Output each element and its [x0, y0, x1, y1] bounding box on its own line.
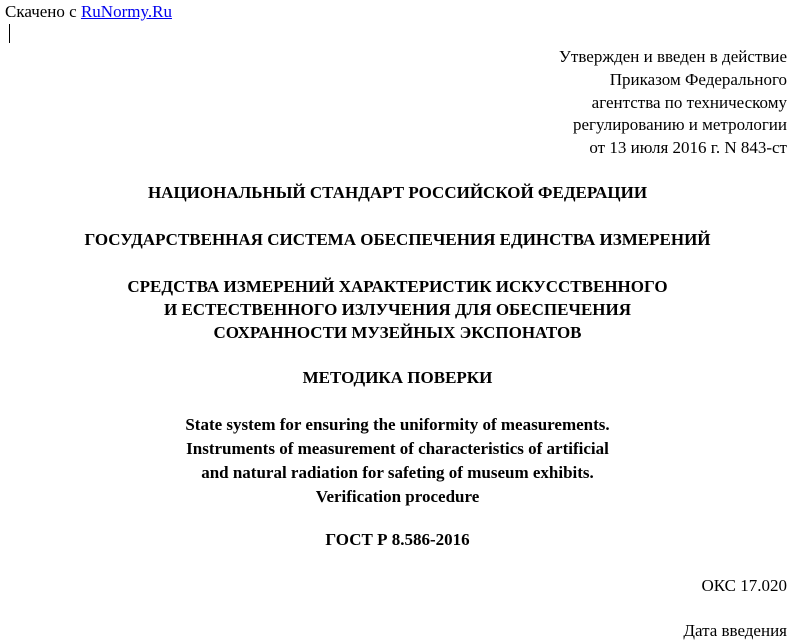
- gost-number: ГОСТ Р 8.586-2016: [325, 530, 470, 549]
- text-cursor: [9, 24, 10, 43]
- national-standard-heading: НАЦИОНАЛЬНЫЙ СТАНДАРТ РОССИЙСКОЙ ФЕДЕРАЦИИ: [147, 183, 648, 202]
- method-heading: МЕТОДИКА ПОВЕРКИ: [302, 368, 493, 387]
- date-introduction-label: Дата введения: [683, 621, 787, 640]
- title-line: СОХРАННОСТИ МУЗЕЙНЫХ ЭКСПОНАТОВ: [213, 323, 582, 342]
- download-source-line: [5, 2, 172, 22]
- english-title-line: and natural radiation for safeting of museum exhibits.: [201, 463, 594, 482]
- runormy-link[interactable]: RuNormy.Ru: [80, 2, 172, 21]
- english-title-line: Verification procedure: [315, 487, 480, 506]
- download-prefix: Скачено с: [5, 2, 81, 21]
- oks-code: ОКС 17.020: [701, 576, 787, 595]
- approval-line: агентства по техническому: [591, 92, 787, 112]
- title-line: СРЕДСТВА ИЗМЕРЕНИЙ ХАРАКТЕРИСТИК ИСКУССТВЕННОГО: [127, 277, 668, 296]
- state-system-heading: ГОСУДАРСТВЕННАЯ СИСТЕМА ОБЕСПЕЧЕНИЯ ЕДИНСТВА ИЗМЕРЕНИЙ: [84, 230, 711, 249]
- title-line: И ЕСТЕСТВЕННОГО ИЗЛУЧЕНИЯ ДЛЯ ОБЕСПЕЧЕНИЯ: [163, 300, 632, 319]
- approval-line: от 13 июля 2016 г. N 843-ст: [589, 138, 787, 158]
- document-title: [0, 275, 790, 344]
- approval-line: Утвержден и введен в действие: [558, 47, 787, 66]
- approval-line: регулированию и метрологии: [572, 115, 787, 135]
- english-title-line: State system for ensuring the uniformity of measurements.: [185, 415, 610, 434]
- english-title-line: Instruments of measurement of characteristics of artificial: [186, 439, 609, 458]
- approval-line: Приказом Федерального: [609, 69, 787, 89]
- english-title: [0, 413, 790, 509]
- approval-block: [559, 46, 787, 160]
